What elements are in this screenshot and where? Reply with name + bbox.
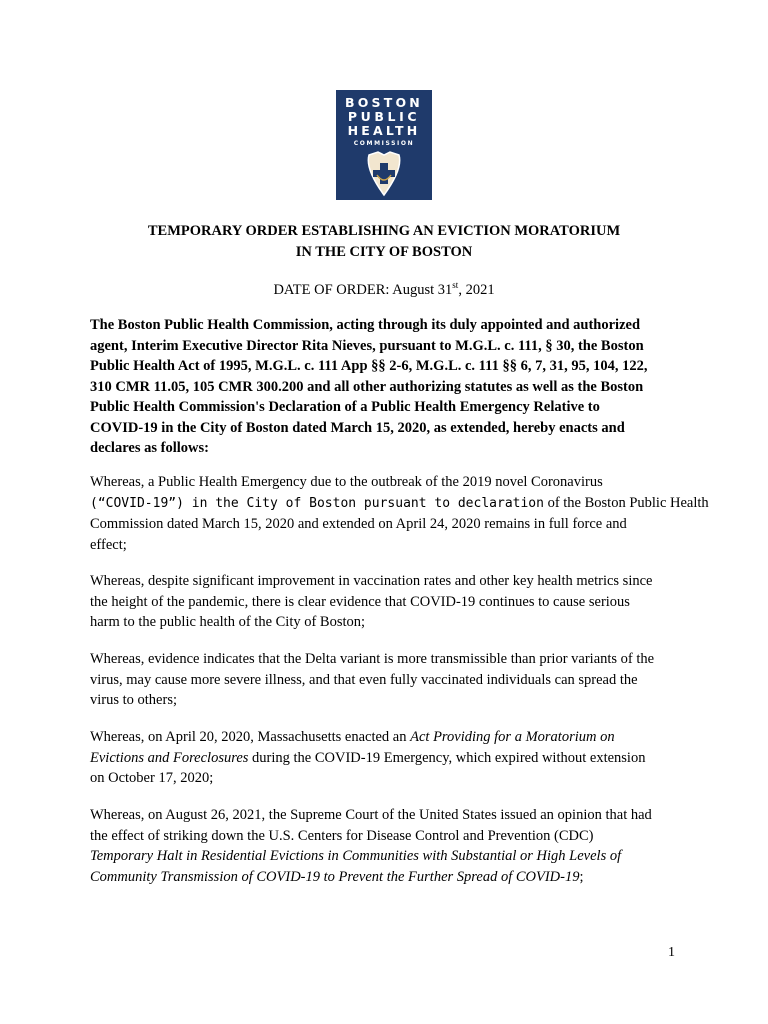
logo-text-health: HEALTH: [347, 123, 421, 138]
preamble-line: declares as follows:: [90, 440, 209, 456]
preamble-line: Public Health Commission's Declaration of a Public Health Emergency Relative to: [90, 399, 600, 415]
paragraph-line: virus to others;: [90, 692, 177, 708]
paragraph-line: Whereas, on August 26, 2021, the Supreme Court of the United States issued an opinion that had: [90, 807, 652, 823]
paragraph-line: effect;: [90, 536, 127, 553]
act-title-italic: Act Providing for a Moratorium on: [410, 729, 615, 745]
text-span: during the COVID-19 Emergency, which expired without extension: [248, 749, 646, 766]
date-suffix: , 2021: [458, 281, 495, 298]
paragraph-line: on October 17, 2020;: [90, 770, 214, 786]
whereas-paragraph-3: [90, 649, 680, 711]
paragraph-line: Whereas, a Public Health Emergency due to the outbreak of the 2019 novel Coronavirus: [90, 474, 603, 490]
whereas-paragraph-1: [90, 472, 709, 555]
paragraph-line: harm to the public health of the City of Boston;: [90, 614, 366, 630]
date-prefix: DATE OF ORDER: August 31: [273, 281, 453, 298]
text-span: Whereas, on April 20, 2020, Massachusetts enacted an: [90, 729, 411, 745]
preamble-paragraph: [90, 315, 680, 459]
preamble-line: 310 CMR 11.05, 105 CMR 300.200 and all other authorizing statutes as well as the Boston: [90, 378, 644, 395]
page-number: 1: [668, 945, 675, 960]
text-span: ;: [579, 868, 584, 885]
preamble-line: The Boston Public Health Commission, acting through its duly appointed and authorized: [90, 317, 641, 333]
paragraph-line: [90, 493, 709, 515]
serif-text-span: of the Boston Public Health: [543, 494, 709, 511]
paragraph-line: [90, 867, 680, 888]
shield-emblem-icon: [363, 151, 405, 197]
date-ordinal: st: [452, 280, 459, 290]
sans-text-span: (“COVID-19”) in the City of Boston pursuant to declaration: [90, 495, 544, 511]
paragraph-line: Commission dated March 15, 2020 and extended on April 24, 2020 remains in full force and: [90, 516, 627, 532]
logo-text-commission: COMMISSION: [353, 140, 415, 147]
paragraph-line: virus, may cause more severe illness, and that even fully vaccinated individuals can spread the: [90, 671, 638, 688]
date-of-order: [0, 280, 768, 299]
paragraph-line: Whereas, evidence indicates that the Delta variant is more transmissible than prior variants of the: [90, 651, 655, 667]
whereas-paragraph-2: [90, 571, 680, 633]
whereas-paragraph-4: [90, 727, 680, 789]
whereas-paragraph-5: [90, 805, 680, 887]
paragraph-line: the height of the pandemic, there is clear evidence that COVID-19 continues to cause serious: [90, 593, 630, 610]
logo-text-boston: BOSTON: [345, 95, 423, 110]
logo-text-public: PUBLIC: [347, 109, 421, 124]
order-title-line-2: IN THE CITY OF BOSTON: [295, 244, 473, 260]
paragraph-line: [90, 748, 680, 769]
paragraph-line: Whereas, despite significant improvement in vaccination rates and other key health metrics since: [90, 573, 653, 589]
paragraph-line: [90, 727, 680, 748]
order-title-line-1: TEMPORARY ORDER ESTABLISHING AN EVICTION MORATORIUM: [147, 223, 621, 239]
preamble-line: COVID-19 in the City of Boston dated March 15, 2020, as extended, hereby enacts and: [90, 419, 625, 436]
paragraph-line: the effect of striking down the U.S. Centers for Disease Control and Prevention (CDC): [90, 827, 594, 844]
preamble-line: Public Health Act of 1995, M.G.L. c. 111 App §§ 2-6, M.G.L. c. 111 §§ 6, 7, 31, 95, 104, 122,: [90, 358, 648, 374]
cdc-order-title-italic: Temporary Halt in Residential Evictions in Communities with Substantial or High Levels of: [90, 848, 622, 864]
bphc-logo: [336, 90, 432, 200]
act-title-italic: Evictions and Foreclosures: [90, 749, 249, 766]
preamble-line: agent, Interim Executive Director Rita Nieves, pursuant to M.G.L. c. 111, § 30, the Boston: [90, 337, 644, 354]
cdc-order-title-italic: Community Transmission of COVID-19 to Prevent the Further Spread of COVID-19: [90, 868, 580, 885]
